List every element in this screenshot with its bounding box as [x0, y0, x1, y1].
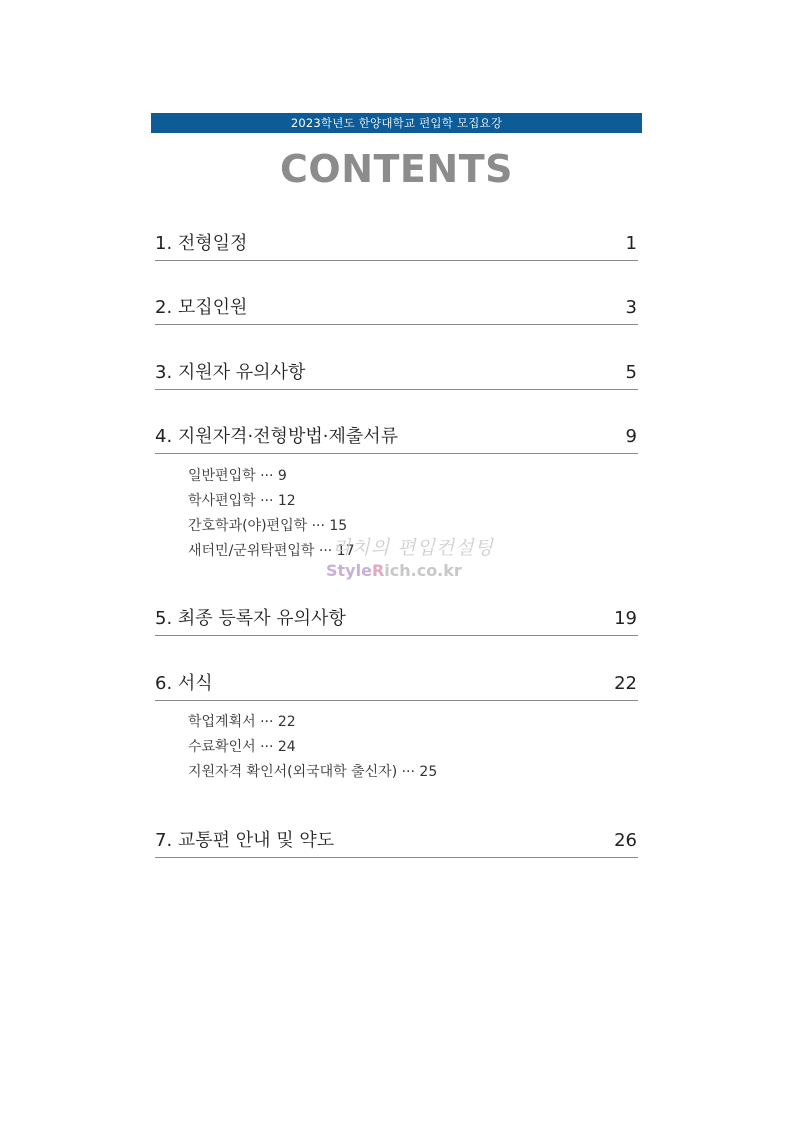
- section-page-number: 9: [625, 426, 637, 447]
- section-label: 2. 모집인원: [155, 297, 248, 318]
- section-label: 3. 지원자 유의사항: [155, 362, 306, 383]
- section-page-number: 26: [614, 830, 637, 851]
- toc-section-5[interactable]: [155, 603, 638, 636]
- section-label: 7. 교통편 안내 및 약도: [155, 830, 335, 851]
- section-label: 4. 지원자격·전형방법·제출서류: [155, 426, 398, 447]
- watermark-url: StyleRich.co.kr: [326, 561, 462, 580]
- section-page-number: 3: [625, 297, 637, 318]
- section-page-number: 19: [614, 608, 637, 629]
- header-band: 2023학년도 한양대학교 편입학 모집요강: [151, 113, 642, 133]
- toc-subitem[interactable]: 수료확인서 ··· 24: [188, 739, 296, 755]
- toc-section-1[interactable]: [155, 228, 638, 261]
- toc-subitem[interactable]: 새터민/군위탁편입학 ··· 17: [188, 543, 355, 559]
- toc-section-3[interactable]: [155, 357, 638, 390]
- section-label: 1. 전형일정: [155, 233, 248, 254]
- toc-section-4[interactable]: [155, 421, 638, 454]
- toc-subitem[interactable]: 학사편입학 ··· 12: [188, 493, 296, 509]
- section-label: 6. 서식: [155, 673, 213, 694]
- section-label: 5. 최종 등록자 유의사항: [155, 608, 346, 629]
- toc-subitem[interactable]: 학업계획서 ··· 22: [188, 714, 296, 730]
- toc-subitem[interactable]: 일반편입학 ··· 9: [188, 468, 287, 484]
- section-page-number: 5: [625, 362, 637, 383]
- page-title: CONTENTS: [280, 147, 513, 191]
- toc-section-7[interactable]: [155, 825, 638, 858]
- section-page-number: 22: [614, 673, 637, 694]
- toc-section-2[interactable]: [155, 292, 638, 325]
- toc-subitem[interactable]: 간호학과(야)편입학 ··· 15: [188, 518, 348, 534]
- watermark-text: 리치의 편입컨설팅: [332, 537, 494, 559]
- toc-section-6[interactable]: [155, 668, 638, 701]
- section-page-number: 1: [625, 233, 637, 254]
- toc-subitem[interactable]: 지원자격 확인서(외국대학 출신자) ··· 25: [188, 764, 438, 780]
